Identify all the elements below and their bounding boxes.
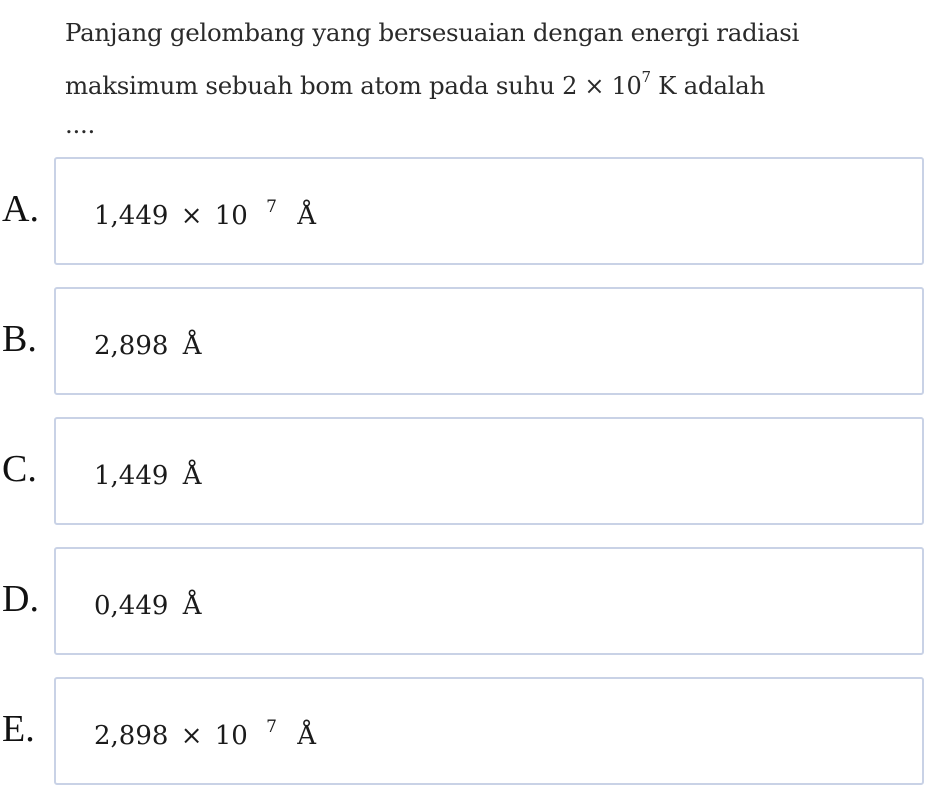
answer-value: 2,898 — [94, 721, 169, 751]
temperature-exponent: 7 — [641, 68, 651, 86]
answer-exponent: 7 — [266, 717, 277, 737]
answer-unit: Å — [182, 591, 202, 621]
answer-ten: 10 — [214, 201, 248, 231]
option-letter-e: E. — [2, 708, 35, 750]
option-answer-d — [94, 591, 201, 621]
temperature-times: × — [584, 72, 605, 100]
answer-unit: Å — [297, 201, 316, 231]
option-answer-e — [94, 717, 316, 751]
option-box-d[interactable] — [54, 547, 924, 655]
answer-times: × — [180, 201, 203, 231]
option-box-e[interactable] — [54, 677, 924, 785]
question-ellipsis: .... — [65, 110, 95, 139]
answer-ten: 10 — [214, 721, 248, 751]
answer-times: × — [180, 721, 203, 751]
temperature-unit: K — [658, 71, 677, 100]
answer-unit: Å — [182, 461, 202, 491]
option-letter-a: A. — [2, 188, 39, 230]
option-box-b[interactable] — [54, 287, 924, 395]
option-answer-c — [94, 461, 201, 491]
option-answer-b — [94, 331, 201, 361]
answer-unit: Å — [182, 331, 202, 361]
answer-unit: Å — [297, 721, 316, 751]
option-letter-d: D. — [2, 578, 39, 620]
temperature-base: 2 — [562, 72, 578, 100]
option-e[interactable] — [0, 677, 930, 791]
option-d[interactable] — [0, 547, 930, 661]
answer-value: 0,449 — [94, 591, 169, 621]
answer-exponent: 7 — [266, 197, 277, 217]
answer-value: 1,449 — [94, 201, 169, 231]
option-box-a[interactable] — [54, 157, 924, 265]
option-a[interactable] — [0, 157, 930, 271]
option-letter-b: B. — [2, 318, 37, 360]
answer-value: 2,898 — [94, 331, 169, 361]
option-letter-c: C. — [2, 448, 37, 490]
question-text — [65, 6, 930, 145]
option-c[interactable] — [0, 417, 930, 531]
option-answer-a — [94, 197, 316, 231]
question-stem: Panjang gelombang yang bersesuaian dengan energi radiasi maksimum sebuah bom atom pada suhu — [65, 18, 800, 100]
temperature-value — [562, 68, 658, 100]
answer-value: 1,449 — [94, 461, 169, 491]
temperature-ten: 10 — [611, 72, 642, 100]
question-tail: adalah — [683, 71, 765, 100]
option-box-c[interactable] — [54, 417, 924, 525]
option-b[interactable] — [0, 287, 930, 401]
